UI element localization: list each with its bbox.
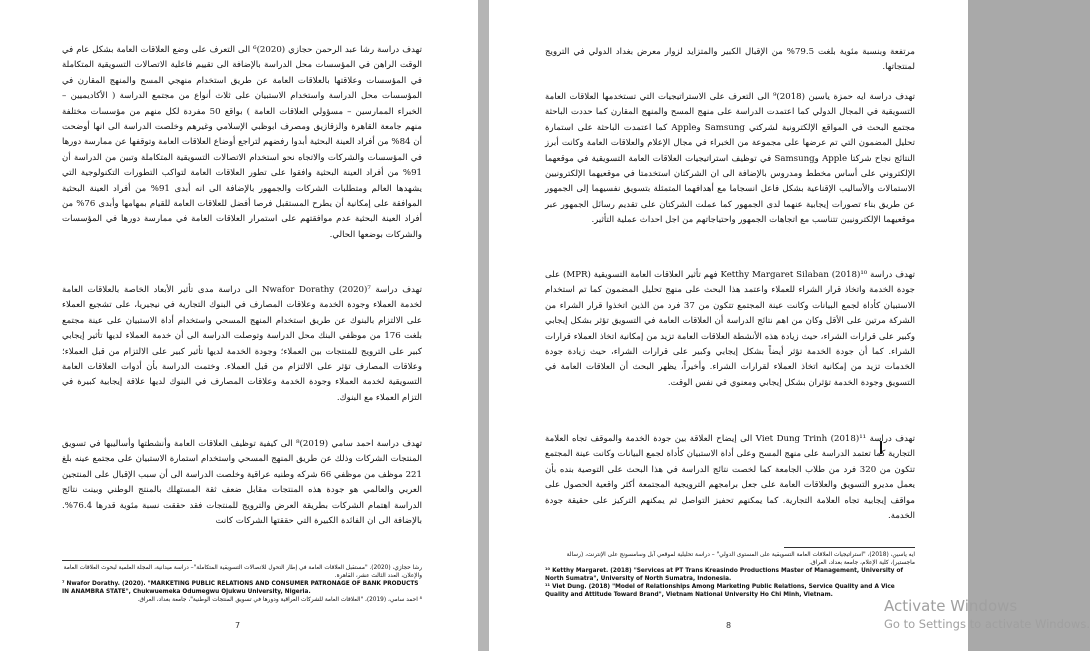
paragraph-silaban-2018: تهدف دراسة Ketthy Margaret Silaban (2018)¹⁰ فهم تأثير العلاقات العامة التسويقية (MPR) على جودة الخدمة واتخاذ قرار الشراء للعملاء واعتمد هذا البحث على منهج تحليل المضمون كما تم استخدام الاستبيان كأداة لجمع البيانات وكانت عينة المجتمع تتكون من 37 فرد من الذين اتخذوا قرار الشراء من الشركة مرتين على الأقل وكان من اهم نتائج الدراسة أن العلاقات العامة في التسويق تؤثر بشكل إيجابي وكبير على قرارات الشراء، حيث زيادة هذه الأنشطة العلاقات العامة تزيد من إمكانية اتخاذ العملاء قرارات الشراء. كما أن جودة الخدمة تؤثر أيضاً بشكل إيجابي وكبير على قرارات الشراء، حيث زيادة جودة الخدمات تزيد من إمكانية اتخاذ العملاء لقرارات الشراء. وأخيراً، يظهر البحث أن العلاقات العامة في التسويق وجودة الخدمة تؤثران بشكل إيجابي ومعنوي في نفس الوقت. bbox=[545, 270, 915, 388]
footnote-10: ¹⁰ Ketthy Margaret. (2018) "Services at PT Trans Kreasindo Productions Master of Management, University of North Sumatra", University of North Sumatra, Indonesia. bbox=[545, 568, 903, 582]
paragraph-yassin-2018: تهدف دراسة ايه حمزة ياسين (2018)⁹ الى التعرف على الاستراتيجيات التي تستخدمها العلاقات العامة التسويقية في المجال الدولي كما اعتمدت الدراسة على منهج المسح والمنهج المقارن كما حددت الباحثة مجتمع البحث في المواقع الإلكترونية لشركتي Samsung وApple كما اعتمدت الباحثة على استمارة تحليل المضمون التي تم عرضها على مجموعة من الخبراء في مجال الإعلام والعلاقات العامة وكانت أبرز النتائج نجاح شركتا Apple وSamsung في توظيف استراتيجيات العلاقات العامة التسويقية في موقعهما الإلكتروني على أساس مخطط ومدروس بالإضافة الى ان الشركتان استخدمتا في موقعيهما الإلكترونيين الاستمالات والأساليب الإقناعية بشكل فاعل انسجاما مع أهدافهما المتمثلة بتسويق نفسيهما إلى الجمهور عن طريق بناء تصورات إيجابية عنهما لدى الجمهور كما عملت الشركتان على تقديم رسائل الجمهور عبر موقعيهما الإلكترونيين تتناسب مع اتجاهات الجمهور واحتياجاتهم من اجل احداث عملية التأثير. bbox=[545, 92, 916, 226]
paragraph-trinh-2018: تهدف دراسة Viet Dung Trinh (2018)¹¹ الى إيضاح العلاقة بين جودة الخدمة والموقف تجاه العلامة التجارية كما تعتمد الدراسة على منهج المسح وعلى أداة الاستبيان كأداة لجمع البيانات وكانت عينة المجتمع تتكون من 320 فرد من طلاب الجامعة كما لخصت نتائج الدراسة في هذا البحث على التوصية بنده بأن يعمل مديرو التسويق والعلاقات العامة على جعل برامجهم الترويجية المجتمعة أكثر واقعية الحصول على مواقف إيجابية تجاه العلامة التجارية. كما يمكنهم تحفيز التواصل ثم يمكنهم التركيز على حقيقة جودة الخدمة. bbox=[545, 434, 916, 522]
footnotes-right bbox=[545, 551, 915, 599]
footnote-separator bbox=[62, 560, 192, 561]
footnote-8: ⁸ احمد سامي، (2019)، "العلاقات العامة للشركات العراقية ودورها في تسويق المنتجات الوطنية"، جامعة بغداد، العراق. bbox=[137, 597, 422, 603]
paragraph-hijazi-2020: تهدف دراسة رشا عبد الرحمن حجازي (2020)⁶ الى التعرف على وضع العلاقات العامة بشكل عام في الوقت الراهن في المؤسسات محل الدراسة بالإضافة الى تقييم فاعلية الاتصالات التسويقية المتكاملة في المؤسسات وعلاقتها بالعلاقات العامة عن طريق استخدام منهجي المسح والمنهج المقارن في المؤسسات محل الدراسة واستخدام الاستبيان على ثلاث أنواع من مجتمع الدراسة ( الأكاديميين – الخبراء الممارسين – مسؤولي العلاقات العامة ) بواقع 50 مفردة لكل منهم من مؤسسات مختلفة منهم جامعة القاهرة والزقازيق ومصرف ابوظبي الإسلامي وغيرهم وخلصت الدراسة الى انها أوضحت أن 84% من أفراد العينة البحثية أبدوا رفضهم لتراجع أوضاع العلاقات العامة وتوقفها عن ممارسة دورها في المؤسسات والشركات والاتجاه نحو استخدام الاتصالات التسويقية المتكاملة وتبين من الدراسة أن 91% من أفراد العينة البحثية وافقوا على تطور العلاقات العامة لتواكب التطورات التكنولوجية التي يشهدها العالم ومتطلبات الشركات والجمهور بالإضافة الى انه أبدى 91% من أفراد العينة البحثية الموافقة على إمكانية أن يطرح المستقبل فرصا أفضل للعلاقات العامة للقيام بمهامها وأبدى 76% من أفراد العينة البحثية عدم موافقتهم على استمرار العلاقات العامة في ممارسة دورها في المؤسسات والشركات بوضعها الحالي. bbox=[62, 45, 423, 240]
paragraph-continuation: مرتفعة وبنسبة مئوية بلغت 79.5% من الإقبال الكبير والمتزايد لزوار معرض بغداد الدولي في الترويج لمنتجاتها. bbox=[545, 47, 915, 73]
footnotes-left bbox=[62, 564, 422, 604]
activate-subtitle: Go to Settings to activate Windows. bbox=[884, 617, 1090, 631]
footnote-7: ⁷ Nwafor Dorathy. (2020). "MARKETING PUBLIC RELATIONS AND CONSUMER PATRONAGE OF BANK PRODUCTS IN ANAMBRA STATE", Chukwuemeka Odumegwu Ojukwu University, Nigeria. bbox=[62, 581, 419, 595]
page-number-right: 8 bbox=[726, 621, 732, 630]
footnote-6: رشا حجازي، (2020). "مستقبل العلاقات العامة في إطار التحول للاتصالات التسويقية المتكاملة"– دراسة ميدانية، المجلة العلمية لبحوث العلاقات العامة والإعلان، العدد الثالث عشر، القاهرة. bbox=[63, 565, 422, 579]
page-gutter bbox=[478, 0, 489, 651]
activate-title: Activate Windows bbox=[884, 597, 1018, 615]
page-number-left: 7 bbox=[235, 621, 241, 630]
document-page-left bbox=[0, 0, 478, 651]
paragraph-sami-2019: تهدف دراسة احمد سامي (2019)⁸ الى كيفية توظيف العلاقات العامة وأنشطتها وأساليبها في تسويق المنتجات الشركات وذلك عن طريق المنهج المسحي واستخدام استمارة الاستبيان على مجتمع عينه بلغ 221 موظف من موظفي 66 شركه وطنيه عراقية وخلصت الدراسة الى أن سبب الإقبال على المنتجين العربي والعالمي هو جودة هذه المنتجات مقابل ضعف ثقة المستهلك بالمنتج الوطني وبينت نتائج الدراسة اهتمام الشركات بطريقة العرض والترويج للمنتجات فقد حققت نسبة مئوية قدرها 76.4%. بالإضافة الى ان الفائدة الكبيرة التي حققتها الشركات كانت bbox=[62, 439, 422, 527]
document-page-right bbox=[489, 0, 968, 651]
footnote-9: ايه ياسين، (2018)، "استراتيجيات العلاقات العامة التسويقية على المستوى الدولي" – دراسة تحليلية لموقعي آبل وسامسونج على الإنترنت، (رسالة ماجستير)، كلية الإعلام، جامعة بغداد، العراق. bbox=[566, 552, 915, 566]
footnote-11: ¹¹ Viet Dung. (2018) "Model of Relationships Among Marketing Public Relations, Service Quality and A Vice Quality and Attitude Toward Brand", Vietnam National University Ho Chi Minh, Vietnam. bbox=[545, 584, 895, 598]
activate-windows-watermark bbox=[884, 596, 1090, 632]
paragraph-dorathy-2020: تهدف دراسة Nwafor Dorathy (2020)⁷ الى دراسة مدى تأثير الأبعاد الخاصة بالعلاقات العامة لخدمة العملاء وجودة الخدمة وعلاقات المصارف في البنوك التجارية في نيجيريا، على تشجيع العملاء على الالتزام بالبنوك عن طريق استخدام المنهج المسحي واستخدام أداة الاستبيان على عينة مجتمع بلغت 176 من موظفي البنك محل الدراسة وتوصلت الدراسة الى أن خدمة العملاء لديها تأثير إيجابي كبير على الترويج للمنتجات بين العملاء؛ وجودة الخدمة لديها تأثير كبير على الالتزام من قبل العملاء؛ وعلاقات المصارف تؤثر على الالتزام من قبل العملاء. وختمت الدراسة بأن أدوات العلاقات العامة التسويقية لخدمة العملاء وجودة الخدمة وعلاقات المصارف في البنوك لديها علاقة إيجابية كبيرة في التزام العملاء مع البنوك. bbox=[62, 285, 422, 403]
footnote-separator bbox=[784, 547, 915, 548]
